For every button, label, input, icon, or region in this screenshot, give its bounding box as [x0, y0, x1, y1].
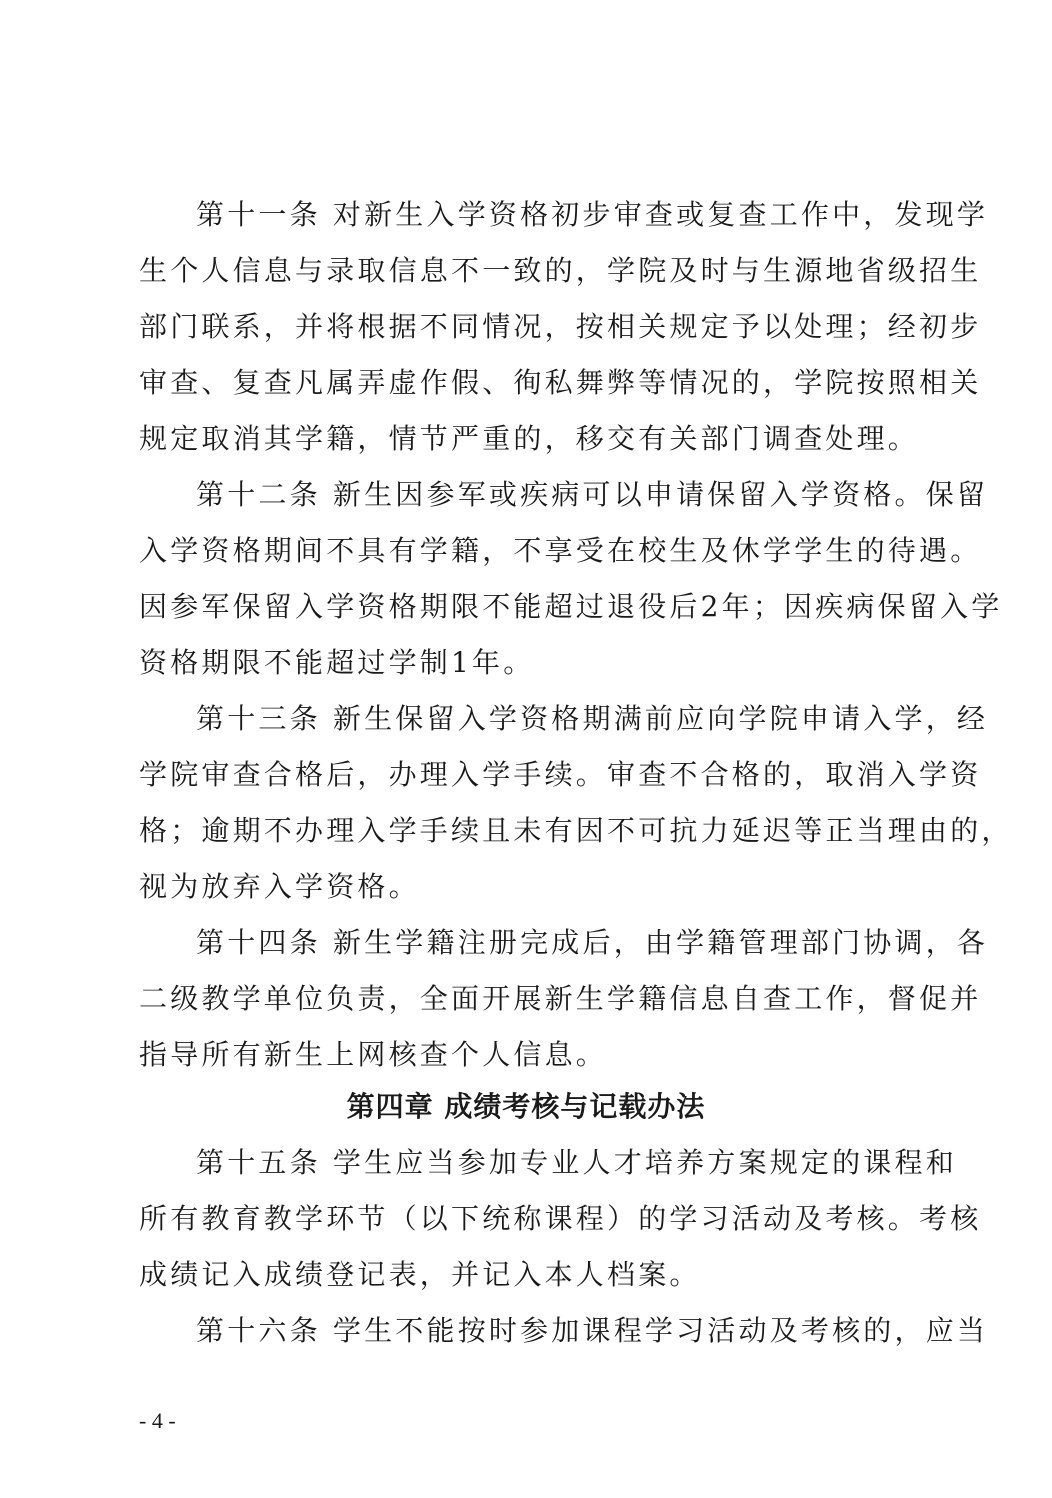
- article-11-line-1: 第十一条 对新生入学资格初步审查或复查工作中，发现学: [196, 198, 989, 231]
- article-13-line-1: 第十三条 新生保留入学资格期满前应向学院申请入学，经: [196, 702, 989, 735]
- article-15-line-2: 所有教育教学环节（以下统称课程）的学习活动及考核。考核: [139, 1202, 982, 1235]
- article-13-line-4: 视为放弃入学资格。: [139, 870, 420, 903]
- article-11-line-2: 生个人信息与录取信息不一致的，学院及时与生源地省级招生: [139, 254, 982, 287]
- article-13-line-2: 学院审查合格后，办理入学手续。审查不合格的，取消入学资: [139, 758, 982, 791]
- article-15-line-1: 第十五条 学生应当参加专业人才培养方案规定的课程和: [196, 1146, 957, 1179]
- article-12-line-3: 因参军保留入学资格期限不能超过退役后2年；因疾病保留入学: [139, 590, 1003, 623]
- article-15-line-3: 成绩记入成绩登记表，并记入本人档案。: [139, 1258, 701, 1291]
- article-12-line-1: 第十二条 新生因参军或疾病可以申请保留入学资格。保留: [196, 478, 989, 511]
- page-number: - 4 -: [139, 1408, 176, 1433]
- article-12-line-4: 资格期限不能超过学制1年。: [139, 646, 535, 679]
- article-16-line-1: 第十六条 学生不能按时参加课程学习活动及考核的，应当: [196, 1314, 989, 1347]
- article-11-line-4: 审查、复查凡属弄虚作假、徇私舞弊等情况的，学院按照相关: [139, 366, 982, 399]
- chapter-heading: 第四章 成绩考核与记载办法: [346, 1090, 706, 1123]
- article-12-line-2: 入学资格期间不具有学籍，不享受在校生及休学学生的待遇。: [139, 534, 982, 567]
- article-11-line-5: 规定取消其学籍，情节严重的，移交有关部门调查处理。: [139, 422, 920, 455]
- article-14-line-3: 指导所有新生上网核查个人信息。: [139, 1038, 608, 1071]
- article-13-line-3: 格；逾期不办理入学手续且未有因不可抗力延迟等正当理由的，: [139, 814, 1013, 847]
- article-14-line-2: 二级教学单位负责，全面开展新生学籍信息自查工作，督促并: [139, 982, 982, 1015]
- article-11-line-3: 部门联系，并将根据不同情况，按相关规定予以处理；经初步: [139, 310, 982, 343]
- article-14-line-1: 第十四条 新生学籍注册完成后，由学籍管理部门协调，各: [196, 926, 989, 959]
